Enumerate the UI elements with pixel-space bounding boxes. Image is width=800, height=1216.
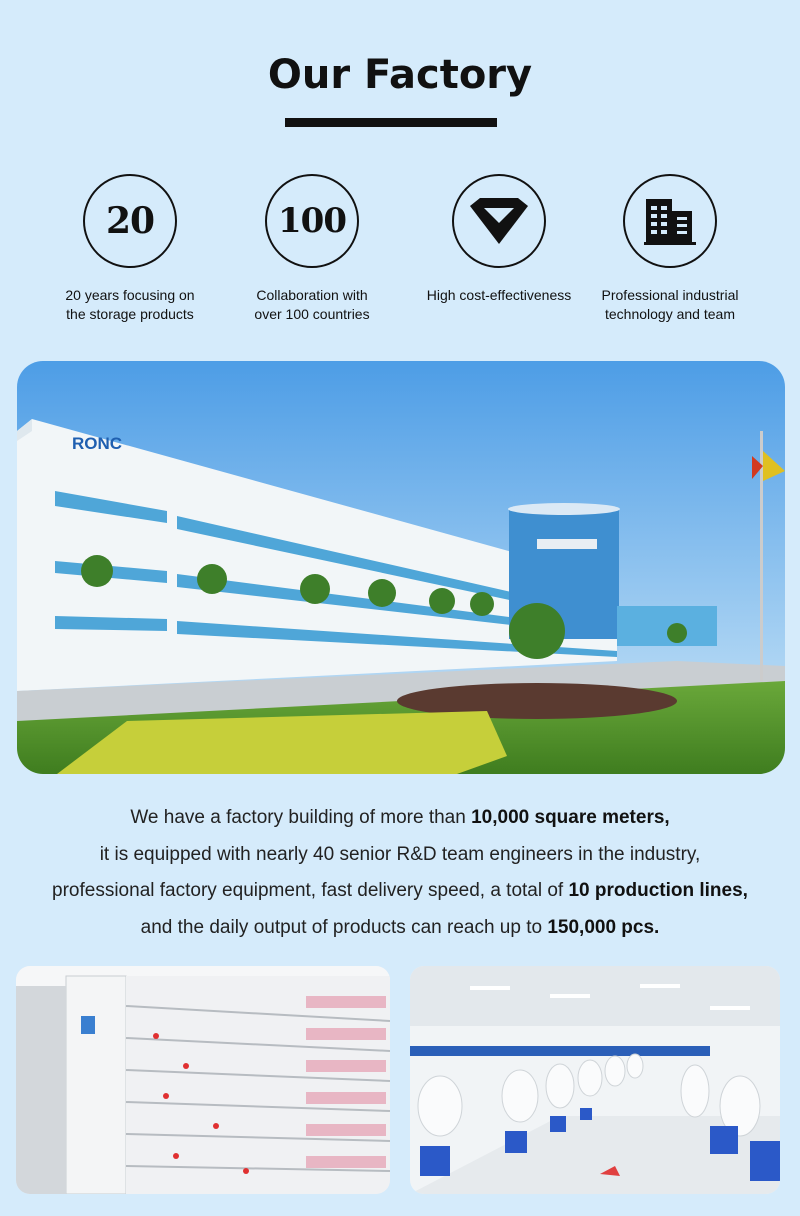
years-value: 20 (105, 200, 155, 242)
feature-years (30, 174, 230, 324)
countries-value: 100 (278, 201, 346, 241)
feature-caption (570, 286, 770, 324)
diamond-circle (452, 174, 546, 268)
feature-cost (399, 174, 599, 305)
caption-line: technology and team (605, 306, 735, 322)
factory-building-photo (17, 361, 785, 774)
diamond-icon (468, 196, 530, 246)
countries-circle (265, 174, 359, 268)
caption-line: High cost-effectiveness (426, 287, 572, 303)
feature-caption (212, 286, 412, 324)
feature-caption (30, 286, 230, 324)
description-line: and the daily output of products can reach up to 150,000 pcs. (140, 916, 660, 938)
test-rack-photo (16, 966, 390, 1194)
caption-line: Collaboration with (256, 287, 368, 303)
description-line: professional factory equipment, fast delivery speed, a total of 10 production lines, (52, 880, 748, 901)
page-title: Our Factory (267, 52, 533, 98)
feature-caption (399, 286, 599, 305)
years-circle (83, 174, 177, 268)
title-underline (285, 118, 497, 127)
factory-description (0, 800, 800, 946)
building-icon (644, 197, 696, 245)
caption-line: the storage products (66, 306, 194, 322)
caption-line: over 100 countries (254, 306, 370, 322)
production-line-photo (410, 966, 780, 1194)
description-line: it is equipped with nearly 40 senior R&D team engineers in the industry, (99, 843, 701, 865)
building-circle (623, 174, 717, 268)
feature-technology (570, 174, 770, 324)
caption-line: Professional industrial (601, 287, 739, 303)
feature-countries (212, 174, 412, 324)
caption-line: 20 years focusing on (65, 287, 195, 303)
description-line: We have a factory building of more than 10,000 square meters, (130, 807, 670, 828)
ronc-logo: RONC (72, 434, 123, 453)
